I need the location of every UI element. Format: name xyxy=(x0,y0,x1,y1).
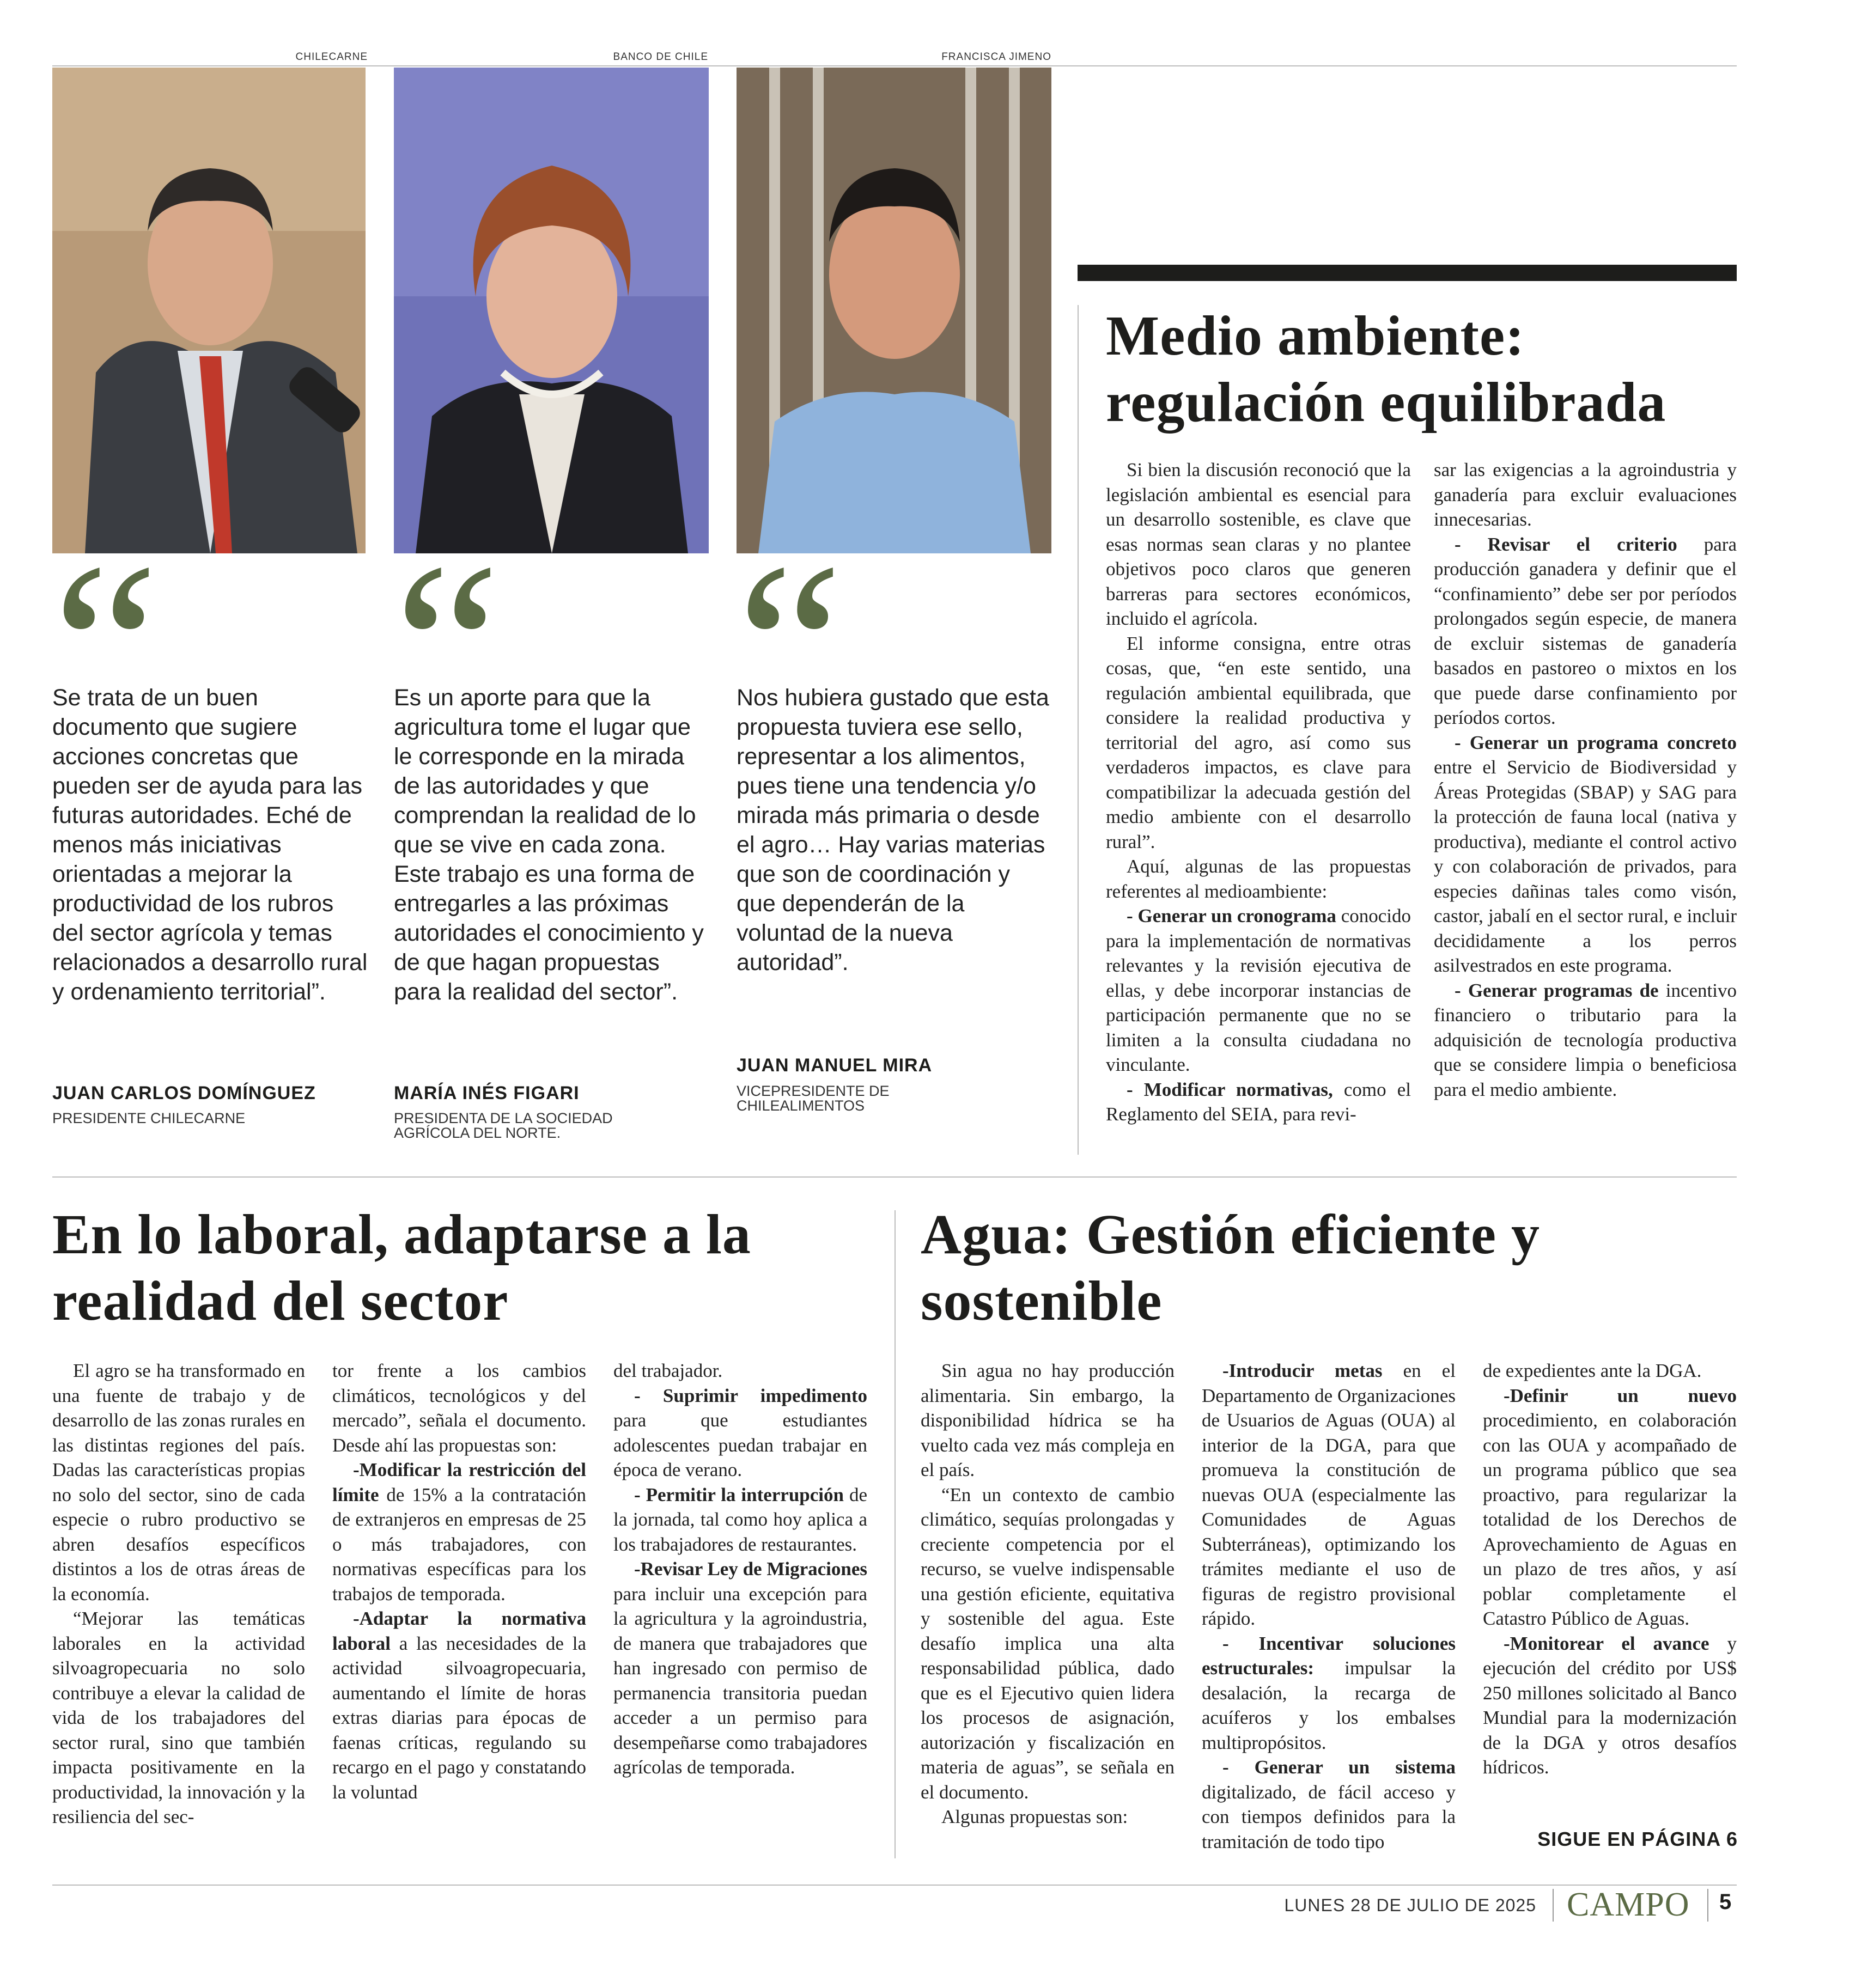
footer-rule xyxy=(52,1885,1737,1886)
paragraph-text: entre el Servicio de Biodiversidad y Áreas Protegidas (SBAP) y SAG para la protección de fauna local (nativa y productiva), mediante el control activo y con colaboración de privados, para especies dañinas tales como visón, castor, jabalí en el sector rural, e incluir decididamente a los perros asilvestrados en este programa. xyxy=(1434,757,1737,976)
paragraph xyxy=(1106,1077,1411,1127)
paragraph-lead: - Generar programas de xyxy=(1455,979,1659,1001)
paragraph-lead: - Generar un cronograma xyxy=(1127,905,1336,926)
quote-mark-icon xyxy=(737,564,900,684)
paragraph-lead: -Definir un nuevo xyxy=(1504,1385,1737,1406)
paragraph xyxy=(1434,978,1737,1102)
paragraph-lead: -Monitorear el avance xyxy=(1504,1632,1709,1654)
paragraph-text: a las necesidades de la actividad silvoagropecuaria, aumentando el límite de horas extras diarias para épocas de faenas críticas, regulando su recargo en el pago y constatando la voluntad xyxy=(332,1632,586,1803)
svg-text:“ xyxy=(737,564,843,684)
paragraph-text: El informe consigna, entre otras cosas, que, “en este sentido, una regulación ambiental equilibrada, que considere la realidad productiva y territorial del agro, así como sus verdaderos impactos, es clave para compatibilizar la adecuada gestión del medio ambiente con el desarrollo rural”. xyxy=(1106,632,1411,852)
headline-laboral: En lo laboral, adaptarse a la realidad del sector xyxy=(52,1203,751,1332)
paragraph-text: del trabajador. xyxy=(613,1360,723,1381)
quote-mark-icon xyxy=(394,564,557,684)
paragraph-lead: - Permitir la interrupción xyxy=(634,1484,844,1505)
paragraph-text: de la jornada, tal como hoy aplica a los trabajadores de restaurantes. xyxy=(613,1484,867,1555)
quote-role-3: VICEPRESIDENTE DE CHILEALIMENTOS xyxy=(737,1083,890,1114)
continued-label: SIGUE EN PÁGINA 6 xyxy=(1537,1828,1738,1850)
photo-juan-carlos-dominguez xyxy=(52,68,366,553)
headline-medio-ambiente: Medio ambiente: regulación equilibrada xyxy=(1106,304,1666,434)
paragraph-text: tor frente a los cambios climáticos, tecnológicos y del mercado”, señala el documento. Desde ahí las propuestas son: xyxy=(332,1360,586,1456)
paragraph xyxy=(1483,1358,1737,1383)
paragraph-lead: - Generar un sistema xyxy=(1222,1757,1456,1778)
paragraph-text: para incluir una excepción para la agricultura y la agroindustria, de manera que trabajadores que han ingresado con permiso de permanencia transitoria puedan acceder a un permiso para desempeñarse como trabajadores agrícolas de temporada. xyxy=(613,1583,867,1778)
article-column xyxy=(921,1358,1175,1830)
article-column xyxy=(1202,1358,1456,1854)
paragraph-text: para producción ganadera y definir que el “confinamiento” debe ser por períodos prolongados según especie, de manera de excluir sistemas de ganadería basados en pastoreo o mixtos en los que puede darse confinamiento por períodos cortos. xyxy=(1434,533,1737,728)
quote-text-2: Es un aporte para que la agricultura tome el lugar que le corresponde en la mirada de las autoridades y que comprendan la realidad de lo que se vive en cada zona. Este trabajo es una forma de entregarles a las próximas autoridades el conocimiento y de que hagan propuestas para la realidad del sector”. xyxy=(394,685,704,1005)
paragraph xyxy=(921,1804,1175,1830)
quote-author-2: MARÍA INÉS FIGARI xyxy=(394,1083,580,1103)
paragraph xyxy=(1106,854,1411,904)
paragraph xyxy=(1483,1383,1737,1631)
paragraph-text: incentivo financiero o tributario para la adquisición de tecnología productiva que se considere limpia o beneficiosa para el medio ambiente. xyxy=(1434,979,1737,1100)
paragraph xyxy=(332,1358,586,1458)
paragraph xyxy=(1106,631,1411,855)
section-divider xyxy=(52,1176,1737,1178)
quote-author-3: JUAN MANUEL MIRA xyxy=(737,1055,933,1076)
paragraph xyxy=(613,1358,867,1383)
paragraph-text: para que estudiantes adolescentes puedan trabajar en época de verano. xyxy=(613,1410,867,1480)
paragraph xyxy=(52,1358,305,1606)
top-rule xyxy=(52,65,1737,66)
paragraph xyxy=(1434,730,1737,978)
paragraph xyxy=(613,1383,867,1483)
page-number: 5 xyxy=(1719,1890,1732,1914)
paragraph-text: conocido para la implementación de normativas relevantes y la revisión ejecutiva de ellas, y debe incorporar instancias de participación permanente que no se limiten a la consulta ciudadana no vinculante. xyxy=(1106,905,1411,1075)
paragraph-lead: -Adaptar la normativa laboral xyxy=(332,1608,586,1654)
paragraph xyxy=(1202,1755,1456,1854)
paragraph xyxy=(52,1606,305,1830)
footer-divider xyxy=(1707,1889,1708,1922)
section-bar xyxy=(1078,265,1737,281)
article-column xyxy=(52,1358,305,1830)
paragraph-lead: -Revisar Ley de Migraciones xyxy=(634,1558,868,1580)
paragraph-lead: - Incentivar soluciones estructurales: xyxy=(1202,1632,1456,1679)
paragraph-text: Sin agua no hay producción alimentaria. Sin embargo, la disponibilidad hídrica se ha vuelto cada vez más compleja en el país. xyxy=(921,1360,1175,1480)
photo-juan-manuel-mira xyxy=(737,68,1051,553)
svg-text:“ xyxy=(52,564,159,684)
paragraph-text: Si bien la discusión reconoció que la legislación ambiental es esencial para un desarrollo sostenible, es clave que esas normas sean claras y no plantee objetivos poco claros que generen barreras para sectores económicos, incluido el agrícola. xyxy=(1106,459,1411,629)
paragraph xyxy=(613,1483,867,1557)
paragraph xyxy=(921,1483,1175,1805)
quote-role-2: PRESIDENTA DE LA SOCIEDAD AGRÍCOLA DEL NORTE. xyxy=(394,1110,613,1141)
paragraph xyxy=(1483,1631,1737,1780)
paragraph-text: como el Reglamento del SEIA, para revi- xyxy=(1106,1078,1411,1125)
paragraph-text: digitalizado, de fácil acceso y con tiempos definidos para la tramitación de todo tipo xyxy=(1202,1781,1456,1852)
paragraph-lead: -Introducir metas xyxy=(1222,1360,1383,1381)
column-divider xyxy=(895,1210,896,1858)
paragraph-lead: - Revisar el criterio xyxy=(1455,533,1677,555)
paragraph xyxy=(613,1557,867,1780)
article-column xyxy=(332,1358,586,1804)
article-column xyxy=(613,1358,867,1780)
paragraph xyxy=(332,1606,586,1804)
svg-text:“ xyxy=(394,564,500,684)
paragraph xyxy=(1106,904,1411,1077)
paragraph-text: “Mejorar las temáticas laborales en la actividad silvoagropecuaria no solo contribuye a elevar la calidad de vida de los trabajadores del sector rural, sino que también impacta positivamente en la productividad, la innovación y la resiliencia del sec- xyxy=(52,1608,305,1827)
paragraph-text: en el Departamento de Organizaciones de Usuarios de Aguas (OUA) al interior de la DGA, para que promueva la constitución de nuevas OUA (especialmente las Comunidades de Aguas Subterráneas), optimizando los trámites mediante el uso de figuras de registro provisional rápido. xyxy=(1202,1360,1456,1629)
paragraph-text: “En un contexto de cambio climático, sequías prolongadas y creciente competencia por el recurso, se vuelve indispensable una gestión eficiente, equitativa y sostenible del agua. Este desafío implica una alta responsabilidad pública, dado que es el Ejecutivo quien lidera los procesos de asignación, autorización y fiscalización en materia de aguas”, se señala en el documento. xyxy=(921,1484,1175,1803)
paragraph-text: y ejecución del crédito por US$ 250 millones solicitado al Banco Mundial para la modernización de la DGA y otros desafíos hídricos. xyxy=(1483,1632,1737,1778)
paragraph xyxy=(921,1358,1175,1483)
quote-mark-icon xyxy=(52,564,216,684)
paragraph-text: de 15% a la contratación de extranjeros en empresas de 25 o más trabajadores, con normativas específicas para los trabajos de temporada. xyxy=(332,1484,586,1605)
paragraph xyxy=(1202,1358,1456,1631)
article-column xyxy=(1106,458,1411,1127)
paragraph xyxy=(1106,458,1411,631)
footer-date: LUNES 28 DE JULIO DE 2025 xyxy=(1284,1895,1536,1915)
section-name: CAMPO xyxy=(1567,1886,1690,1923)
paragraph-text: El agro se ha transformado en una fuente de trabajo y de desarrollo de las zonas rurales en las distintas regiones del país. Dadas las características propias no solo del sector, sino de cada especie o rubro productivo se abren desafíos específicos distintos a los de otras áreas de la economía. xyxy=(52,1360,305,1605)
paragraph-lead: - Suprimir impedimento xyxy=(634,1385,867,1406)
paragraph-text: de expedientes ante la DGA. xyxy=(1483,1360,1702,1381)
paragraph-text: impulsar la desalación, la recarga de acuíferos y los embalses multipropósitos. xyxy=(1202,1657,1456,1753)
paragraph-lead: - Generar un programa concreto xyxy=(1455,731,1737,753)
paragraph-text: procedimiento, en colaboración con las OUA y acompañado de un programa público que sea proactivo, para regularizar la totalidad de los Derechos de Aprovechamiento de Aguas en un plazo de tres años, y así poblar completamente el Catastro Público de Aguas. xyxy=(1483,1410,1737,1629)
quote-author-1: JUAN CARLOS DOMÍNGUEZ xyxy=(52,1083,316,1103)
paragraph xyxy=(1434,458,1737,532)
photo-maria-ines-figari xyxy=(394,68,709,553)
quote-text-3: Nos hubiera gustado que esta propuesta tuviera ese sello, representar a los alimentos, pues tiene una tendencia y/o mirada más primaria o desde el agro… Hay varias materias que son de coordinación y que dependerán de la voluntad de la nueva autoridad”. xyxy=(737,685,1049,975)
paragraph xyxy=(1202,1631,1456,1755)
article-column xyxy=(1483,1358,1737,1780)
article-column xyxy=(1434,458,1737,1102)
quote-role-1: PRESIDENTE CHILECARNE xyxy=(52,1110,246,1126)
photo-credit-1: CHILECARNE xyxy=(295,51,368,63)
paragraph xyxy=(332,1458,586,1606)
column-divider xyxy=(1078,305,1079,1155)
paragraph-text: Aquí, algunas de las propuestas referentes al medioambiente: xyxy=(1106,856,1411,902)
paragraph-text: Algunas propuestas son: xyxy=(941,1806,1128,1827)
paragraph xyxy=(1434,532,1737,730)
photo-credit-3: FRANCISCA JIMENO xyxy=(941,51,1051,63)
photo-credit-2: BANCO DE CHILE xyxy=(613,51,708,63)
quote-text-1: Se trata de un buen documento que sugiere acciones concretas que pueden ser de ayuda para las futuras autoridades. Eché de menos más iniciativas orientadas a mejorar la productividad de los rubros del sector agrícola y temas relacionados a desarrollo rural y ordenamiento territorial”. xyxy=(52,685,368,1005)
headline-agua: Agua: Gestión eficiente y sostenible xyxy=(921,1203,1541,1332)
paragraph-lead: -Modificar la restricción del límite xyxy=(332,1459,586,1505)
paragraph-text: sar las exigencias a la agroindustria y ganadería para excluir evaluaciones innecesarias. xyxy=(1434,459,1737,530)
paragraph-lead: - Modificar normativas, xyxy=(1127,1078,1333,1100)
footer-divider xyxy=(1553,1889,1554,1922)
